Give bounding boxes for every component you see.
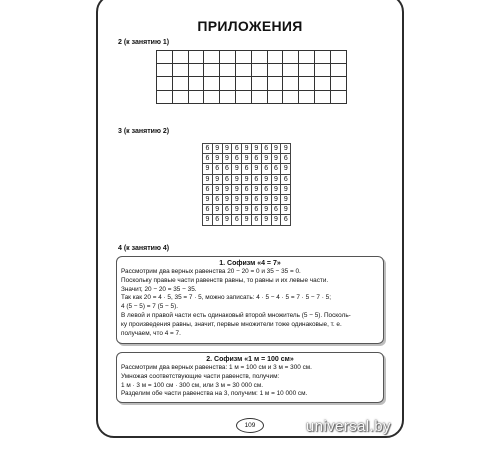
digit-grid-cell: 6 xyxy=(232,144,242,154)
empty-grid-cell xyxy=(172,51,188,64)
empty-grid-cell xyxy=(220,51,236,64)
digit-grid-cell: 9 xyxy=(212,205,222,215)
empty-grid-cell xyxy=(220,90,236,103)
sophism-1-line: Так как 20 = 4 · 5, 35 = 7 · 5, можно записать: 4 · 5 − 4 · 5 = 7 · 5 − 7 · 5; xyxy=(121,294,331,302)
sophism-1-line: Рассмотрим два верных равенства 20 − 20 = 0 и 35 − 35 = 0. xyxy=(121,268,301,275)
sophism-1-box xyxy=(116,256,384,344)
empty-grid-cell xyxy=(314,51,330,64)
digit-grid-cell: 9 xyxy=(203,164,213,174)
digit-grid-cell: 9 xyxy=(242,174,252,184)
digit-grid-cell: 6 xyxy=(281,154,291,164)
digit-grid-cell: 6 xyxy=(222,164,232,174)
digit-grid-row xyxy=(203,194,291,204)
digit-grid-cell: 6 xyxy=(271,205,281,215)
digit-grid-cell: 9 xyxy=(261,215,271,225)
digit-grid-cell: 6 xyxy=(203,144,213,154)
digit-grid-cell: 6 xyxy=(212,194,222,204)
digit-grid-cell: 9 xyxy=(212,154,222,164)
empty-grid-cell xyxy=(314,77,330,90)
digit-grid-cell: 6 xyxy=(212,215,222,225)
sophism-1-line: 4 (5 − 5) = 7 (5 − 5). xyxy=(121,303,179,311)
empty-grid-cell xyxy=(157,90,173,103)
digit-grid-cell: 6 xyxy=(242,184,252,194)
digit-grid-cell: 9 xyxy=(232,194,242,204)
digit-grid-cell: 6 xyxy=(203,154,213,164)
digit-grid-cell: 9 xyxy=(212,184,222,194)
sophism-2-box xyxy=(116,352,384,403)
digit-grid-cell: 9 xyxy=(212,174,222,184)
digit-grid-cell: 6 xyxy=(251,174,261,184)
digit-grid-cell: 9 xyxy=(251,164,261,174)
empty-grid-cell xyxy=(157,51,173,64)
empty-grid-cell xyxy=(251,77,267,90)
empty-grid-row xyxy=(157,51,347,64)
sophism-2-title: 2. Софизм «1 м = 100 см» xyxy=(206,356,294,363)
digit-grid-cell: 9 xyxy=(242,144,252,154)
digit-grid-cell: 9 xyxy=(242,215,252,225)
empty-grid-cell xyxy=(220,64,236,77)
page-title: ПРИЛОЖЕНИЯ xyxy=(197,18,303,34)
digit-grid-cell: 9 xyxy=(222,144,232,154)
empty-grid-cell xyxy=(330,90,346,103)
empty-grid-cell xyxy=(172,90,188,103)
digit-grid-row xyxy=(203,174,291,184)
empty-grid-cell xyxy=(283,90,299,103)
digit-grid-cell: 9 xyxy=(251,184,261,194)
digit-grid-cell: 9 xyxy=(271,184,281,194)
empty-grid-cell xyxy=(267,64,283,77)
sophism-1-line: В левой и правой части есть одинаковый второй множитель (5 − 5). Посколь- xyxy=(121,311,351,319)
digit-grid-cell: 9 xyxy=(222,194,232,204)
digit-grid-cell: 6 xyxy=(271,164,281,174)
empty-grid-cell xyxy=(283,51,299,64)
digit-grid-cell: 6 xyxy=(261,144,271,154)
sophism-1-line: получаем, что 4 = 7. xyxy=(121,329,181,337)
empty-grid-cell xyxy=(283,77,299,90)
digit-grid xyxy=(202,143,291,226)
digit-grid-cell: 6 xyxy=(232,215,242,225)
sophism-1-line: Значит, 20 − 20 = 35 − 35. xyxy=(121,285,197,293)
digit-grid-row xyxy=(203,184,291,194)
empty-grid-cell xyxy=(188,64,204,77)
digit-grid-cell: 9 xyxy=(261,154,271,164)
digit-grid-row xyxy=(203,164,291,174)
empty-grid-cell xyxy=(220,77,236,90)
digit-grid-cell: 6 xyxy=(222,174,232,184)
digit-grid-cell: 6 xyxy=(212,164,222,174)
empty-grid-cell xyxy=(251,51,267,64)
section-2-heading: 2 (к занятию 1) xyxy=(118,39,170,46)
page-number: 109 xyxy=(236,418,264,433)
digit-grid-cell: 9 xyxy=(271,144,281,154)
empty-grid-cell xyxy=(299,77,315,90)
digit-grid-row xyxy=(203,215,291,225)
watermark: universal.by xyxy=(306,418,391,435)
digit-grid-cell: 9 xyxy=(212,144,222,154)
empty-grid-cell xyxy=(157,77,173,90)
digit-grid-cell: 9 xyxy=(232,174,242,184)
sophism-2-line: Умножая соответствующие части равенств, получим: xyxy=(121,372,280,380)
digit-grid-cell: 9 xyxy=(222,154,232,164)
digit-grid-cell: 9 xyxy=(242,194,252,204)
empty-grid-row xyxy=(157,77,347,90)
digit-grid-cell: 6 xyxy=(203,184,213,194)
empty-grid-cell xyxy=(299,90,315,103)
digit-grid-cell: 9 xyxy=(251,144,261,154)
empty-grid-cell xyxy=(172,77,188,90)
empty-grid-cell xyxy=(314,90,330,103)
digit-grid-cell: 6 xyxy=(251,154,261,164)
digit-grid-cell: 9 xyxy=(232,205,242,215)
empty-grid-cell xyxy=(330,51,346,64)
digit-grid-row xyxy=(203,144,291,154)
digit-grid-cell: 9 xyxy=(242,154,252,164)
digit-grid-cell: 9 xyxy=(242,205,252,215)
empty-grid-cell xyxy=(204,77,220,90)
digit-grid-cell: 6 xyxy=(222,205,232,215)
digit-grid-cell: 9 xyxy=(281,184,291,194)
digit-grid-cell: 6 xyxy=(242,164,252,174)
digit-grid-cell: 9 xyxy=(232,184,242,194)
digit-grid-cell: 6 xyxy=(251,215,261,225)
empty-grid-cell xyxy=(251,64,267,77)
empty-grid-cell xyxy=(251,90,267,103)
empty-grid-cell xyxy=(204,64,220,77)
sophism-1-title: 1. Софизм «4 = 7» xyxy=(219,260,281,267)
empty-grid-cell xyxy=(267,90,283,103)
digit-grid-cell: 9 xyxy=(271,154,281,164)
digit-grid-cell: 9 xyxy=(203,174,213,184)
empty-grid-cell xyxy=(267,51,283,64)
digit-grid-cell: 9 xyxy=(261,174,271,184)
empty-grid xyxy=(156,50,347,104)
digit-grid-cell: 9 xyxy=(281,205,291,215)
empty-grid-cell xyxy=(204,90,220,103)
empty-grid-cell xyxy=(188,51,204,64)
digit-grid-cell: 9 xyxy=(281,194,291,204)
digit-grid-cell: 9 xyxy=(203,194,213,204)
empty-grid-cell xyxy=(172,64,188,77)
digit-grid-cell: 9 xyxy=(261,205,271,215)
digit-grid-row xyxy=(203,154,291,164)
sophism-2-line: Разделим обе части равенства на 3, получим: 1 м = 10 000 см. xyxy=(121,390,308,398)
empty-grid-cell xyxy=(204,51,220,64)
sophism-2-line: Рассмотрим два верных равенства: 1 м = 100 см и 3 м = 300 см. xyxy=(121,364,312,371)
empty-grid-cell xyxy=(299,64,315,77)
digit-grid-cell: 9 xyxy=(222,215,232,225)
empty-grid-row xyxy=(157,90,347,103)
digit-grid-cell: 6 xyxy=(261,184,271,194)
empty-grid-cell xyxy=(314,64,330,77)
digit-grid-cell: 6 xyxy=(203,205,213,215)
digit-grid-cell: 9 xyxy=(222,184,232,194)
sophism-1-line: Поскольку правые части равенств равны, то равны и их левые части. xyxy=(121,276,329,284)
digit-grid-cell: 9 xyxy=(271,174,281,184)
digit-grid-cell: 6 xyxy=(281,174,291,184)
digit-grid-cell: 6 xyxy=(261,164,271,174)
digit-grid-cell: 9 xyxy=(232,164,242,174)
empty-grid-cell xyxy=(157,64,173,77)
empty-grid-cell xyxy=(235,64,251,77)
digit-grid-cell: 9 xyxy=(281,144,291,154)
empty-grid-cell xyxy=(330,64,346,77)
empty-grid-cell xyxy=(299,51,315,64)
empty-grid-cell xyxy=(330,77,346,90)
section-3-heading: 3 (к занятию 2) xyxy=(118,128,170,135)
empty-grid-cell xyxy=(235,77,251,90)
empty-grid-cell xyxy=(267,77,283,90)
digit-grid-row xyxy=(203,205,291,215)
empty-grid-row xyxy=(157,64,347,77)
digit-grid-cell: 9 xyxy=(281,164,291,174)
sophism-1-line: ку произведения равны, значит, первые множители тоже одинаковые, т. е. xyxy=(121,320,342,328)
digit-grid-cell: 6 xyxy=(281,215,291,225)
digit-grid-cell: 6 xyxy=(232,154,242,164)
sophism-2-line: 1 м · 3 м = 100 см · 300 см, или 3 м = 30 000 см. xyxy=(121,381,264,389)
empty-grid-cell xyxy=(283,64,299,77)
digit-grid-cell: 6 xyxy=(251,194,261,204)
empty-grid-cell xyxy=(188,77,204,90)
empty-grid-cell xyxy=(235,90,251,103)
empty-grid-cell xyxy=(235,51,251,64)
empty-grid-cell xyxy=(188,90,204,103)
digit-grid-cell: 6 xyxy=(251,205,261,215)
digit-grid-cell: 9 xyxy=(271,215,281,225)
digit-grid-cell: 9 xyxy=(203,215,213,225)
digit-grid-cell: 9 xyxy=(271,194,281,204)
digit-grid-cell: 9 xyxy=(261,194,271,204)
section-4-heading: 4 (к занятию 4) xyxy=(118,245,170,252)
